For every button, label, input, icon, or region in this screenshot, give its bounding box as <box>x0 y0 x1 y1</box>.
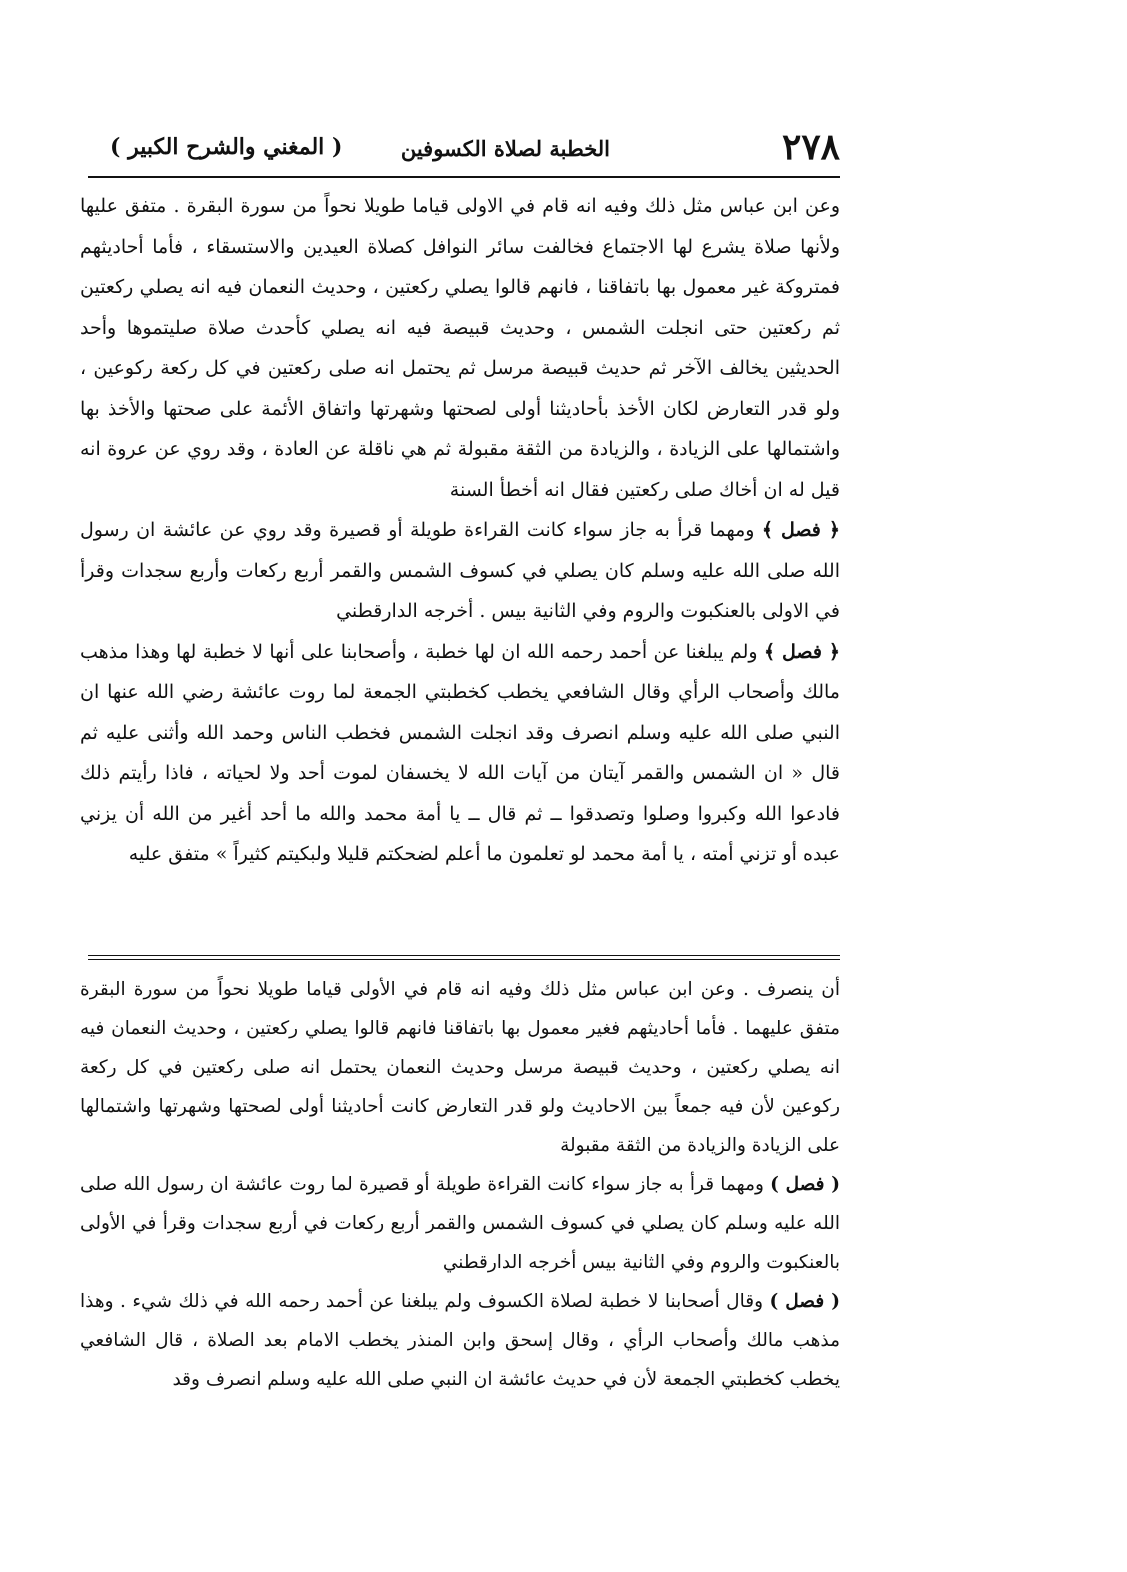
commentary-paragraph: أن ينصرف . وعن ابن عباس مثل ذلك وفيه انه قام في الأولى قياما طويلا نحواً من سورة البقرة متفق عليهما . فأما أحاديثهم فغير معمول بها باتفاقنا فانهم قالوا يصلي ركعتين ، وحديث النعمان فيه انه يصلي ركعتين ، وحديث قبيصة مرسل وحديث النعمان يحتمل انه صلى ركعتين في كل ركعة ركوعين لأن فيه جمعاً بين الاحاديث ولو قدر التعارض كانت أحاديثنا أولى لصحتها وشهرتها واشتمالها على الزيادة والزيادة من الثقة مقبولة <box>80 979 841 1156</box>
main-paragraph <box>80 632 840 875</box>
section-divider <box>88 955 840 960</box>
book-title: ( المغني والشرح الكبير ) <box>110 134 343 160</box>
paragraph-text: ومهما قرأ به جاز سواء كانت القراءة طويلة أو قصيرة وقد روي عن عائشة ان رسول الله صلى الله عليه وسلم كان يصلي في كسوف الشمس والقمر أربع ركعات وأربع سجدات وقرأ في الاولى بالعنكبوت والروم وفي الثانية بيس . أخرجه الدارقطني <box>80 519 840 622</box>
section-marker: ( فصل ) <box>770 1174 840 1195</box>
section-marker: ﴿ فصل ﴾ <box>761 519 840 541</box>
page-number: ٢٧٨ <box>781 126 840 168</box>
paragraph-text: ولم يبلغنا عن أحمد رحمه الله ان لها خطبة ، وأصحابنا على أنها لا خطبة لها وهذا مذهب مالك وأصحاب الرأي وقال الشافعي يخطب كخطبتي الجمعة لما روت عائشة رضي الله عنها ان النبي صلى الله عليه وسلم انصرف وقد انجلت الشمس فخطب الناس وحمد الله وأثنى عليه ثم قال « ان الشمس والقمر آيتان من آيات الله لا يخسفان لموت أحد ولا لحياته ، فاذا رأيتم ذلك فادعوا الله وكبروا وصلوا وتصدقوا ــ ثم قال ــ يا أمة محمد والله ما أحد أغير من الله أن يزني عبده أو تزني أمته ، يا أمة محمد لو تعلمون ما أعلم لضحكتم قليلا ولبكيتم كثيراً » متفق عليه <box>80 640 841 865</box>
paragraph-text: وقال أصحابنا لا خطبة لصلاة الكسوف ولم يبلغنا عن أحمد رحمه الله في ذلك شيء . وهذا مذهب مالك وأصحاب الرأي ، وقال إسحق وابن المنذر يخطب الامام بعد الصلاة ، قال الشافعي يخطب كخطبتي الجمعة لأن في حديث عائشة ان النبي صلى الله عليه وسلم انصرف وقد <box>80 1291 840 1390</box>
header-rule <box>88 176 840 178</box>
main-text <box>80 186 840 875</box>
section-marker: ( فصل ) <box>769 1291 840 1312</box>
paragraph-text: ومهما قرأ به جاز سواء كانت القراءة طويلة أو قصيرة لما روت عائشة ان رسول الله صلى الله عليه وسلم كان يصلي في كسوف الشمس والقمر أربع ركعات في أربع سجدات وقرأ في الأولى بالعنكبوت والروم وفي الثانية بيس أخرجه الدارقطني <box>80 1174 840 1273</box>
main-paragraph: وعن ابن عباس مثل ذلك وفيه انه قام في الاولى قياما طويلا نحواً من سورة البقرة . متفق عليها ولأنها صلاة يشرع لها الاجتماع فخالفت سائر النوافل كصلاة العيدين والاستسقاء ، فأما أحاديثهم فمتروكة غير معمول بها باتفاقنا ، فانهم قالوا يصلي ركعتين ، وحديث النعمان فيه انه يصلي ركعتين ثم ركعتين حتى انجلت الشمس ، وحديث قبيصة فيه انه يصلي كأحدث صلاة صليتموها وأحد الحديثين يخالف الآخر ثم حديث قبيصة مرسل ثم يحتمل انه صلى ركعتين في كل ركعة ركوعين ، ولو قدر التعارض لكان الأخذ بأحاديثنا أولى لصحتها وشهرتها واتفاق الأئمة على صحتها والأخذ بها واشتمالها على الزيادة ، والزيادة من الثقة مقبولة ثم هي ناقلة عن العادة ، وقد روي عن عروة انه قيل له ان أخاك صلى ركعتين فقال انه أخطأ السنة <box>80 195 840 501</box>
commentary-paragraph <box>80 1282 840 1399</box>
commentary-paragraph <box>80 1165 840 1282</box>
page-header <box>88 126 840 174</box>
section-title: الخطبة لصلاة الكسوفين <box>400 136 610 161</box>
section-marker: ﴿ فصل ﴾ <box>763 640 840 663</box>
commentary-text <box>80 970 840 1399</box>
main-paragraph <box>80 510 840 632</box>
